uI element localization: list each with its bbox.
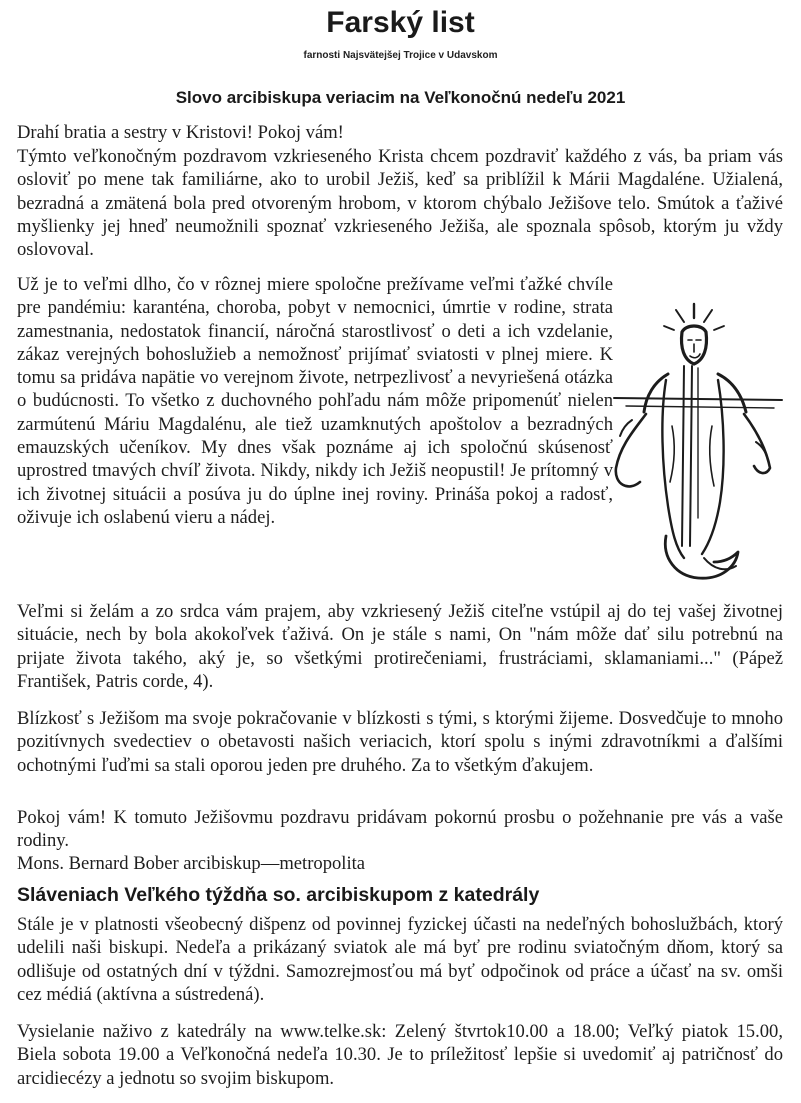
broadcast-paragraph <box>17 1020 783 1090</box>
closeness-text: Blízkosť s Ježišom ma svoje pokračovanie v blízkosti s tými, s ktorými žijeme. Dosvedčuje to mnoho pozitívnych svedectiev o obetavosti našich veriacich, ktorí spolu s inými zdravotníkmi a ďalšími ochotnými ľuďmi sa stali oporou jeden pre druhého. Za to všetkým ďakujem. <box>17 708 783 776</box>
peace-paragraph <box>17 806 783 853</box>
cross-vertical-line <box>690 366 692 546</box>
halo-ray <box>714 326 724 330</box>
signature-text: Mons. Bernard Bober arcibiskup—metropolita <box>17 853 366 874</box>
halo-ray <box>664 326 674 330</box>
robe-body <box>702 380 724 554</box>
dispensation-paragraph <box>17 913 783 1006</box>
parish-subtitle: farnosti Najsvätejšej Trojice v Udavskom <box>303 50 498 61</box>
intro-paragraph <box>17 145 783 261</box>
greeting-paragraph <box>17 121 783 144</box>
robe-fold <box>670 426 674 482</box>
greeting-text: Drahí bratia a sestry v Kristovi! Pokoj vám! <box>17 122 344 143</box>
page-title: Farský list <box>326 6 475 39</box>
peace-text: Pokoj vám! K tomuto Ježišovmu pozdravu pridávam pokornú prosbu o požehnanie pre vás a vaše rodiny. <box>17 807 783 852</box>
signature-paragraph <box>17 852 783 875</box>
broadcast-text: Vysielanie naživo z katedrály na www.telke.sk: Zelený štvrtok10.00 a 18.00; Veľký piatok 15.00, Biela sobota 19.00 a Veľkonočná nedeľa 10.30. Je to príležitosť lepšie si uvedomiť aj patričnosť do arcidiecézy a jednotu so svojim biskupom. <box>17 1021 783 1089</box>
article-heading-archbishop: Slovo arcibiskupa veriacim na Veľkonočnú nedeľu 2021 <box>175 88 626 107</box>
risen-christ-illustration <box>606 296 788 592</box>
cross-horizontal-line <box>626 406 774 408</box>
article-heading-holy-week: Sláveniach Veľkého týždňa so. arcibiskupom z katedrály <box>17 884 540 906</box>
christ-face <box>688 340 701 358</box>
left-arm <box>616 414 646 486</box>
cross-vertical-line <box>682 366 684 546</box>
robe-swirl <box>704 558 736 569</box>
wish-paragraph <box>17 600 783 693</box>
intro-text: Týmto veľkonočným pozdravom vzkrieseného Krista chcem pozdraviť každého z vás, ba priam vás osloviť po mene tak familiárne, ako to urobil Ježiš, keď sa priblížil k Márii Magdaléne. Užialená, bezradná a zmätená bola pred otvoreným hrobom, v ktorom chýbalo Ježišove telo. Smútok a ťaživé myšlienky jej hneď neumožnili spoznať vzkrieseného Ježiša, ale spoznala spôsob, ktorým ju vždy oslovoval. <box>17 146 783 261</box>
halo-ray <box>704 310 712 322</box>
closeness-paragraph <box>17 707 783 777</box>
cross-horizontal-line <box>614 398 782 400</box>
halo-ray <box>676 310 684 322</box>
wish-text: Veľmi si želám a zo srdca vám prajem, aby vzkriesený Ježiš citeľne vstúpil aj do tej vašej životnej situácie, nech by bola akokoľvek ťaživá. On je stále s nami, On "nám môže dať silu potrebnú na prijate života takého, aký je, so všetkými protirečeniami, frustráciami, sklamaniami..." (Pápež František, Patris corde, 4). <box>17 601 783 692</box>
dispensation-text: Stále je v platnosti všeobecný dišpenz od povinnej fyzickej účasti na nedeľných bohoslužbách, ktorý udelili naši biskupi. Nedeľa a prikázaný sviatok ale má byť pre rodinu sviatočným dňom, ktorý sa odlišuje od ostatných dní v týždni. Samozrejmosťou má byť odpočinok od práce a účasť na sv. omši cez médiá (aktívna a sústredená). <box>17 914 783 1005</box>
pandemic-text: Už je to veľmi dlho, čo v rôznej miere spoločne prežívame veľmi ťažké chvíle pre pandémiu: karanténa, choroba, pobyt v nemocnici, úmrtie v rodine, strata zamestnania, nedostatok financií, náročná starostlivosť o deti a ich vzdelanie, zákaz verejných bohoslužieb a nemožnosť prijímať sviatosti v plnej miere. K tomu sa pridáva napätie vo verejnom živote, netrpezlivosť a nevyriešená otázka o budúcnosti. To všetko z duchovného pohľadu nám môže pripomenúť nielen zarmútenú Máriu Magdalénu, ale tiež uzamknutých apoštolov a bezradných emauzských učeníkov. My dnes však poznáme aj ich spoločnú skúsenosť uprostred tmavých chvíľ života. Nikdy, nikdy ich Ježiš neopustil! Je prítomný v ich životnej situácii a posúva ju do úplne inej roviny. Prináša pokoj a radosť, oživuje ich oslabenú vieru a nádej. <box>17 274 613 528</box>
pandemic-paragraph <box>17 273 613 529</box>
robe-fold <box>710 426 714 486</box>
